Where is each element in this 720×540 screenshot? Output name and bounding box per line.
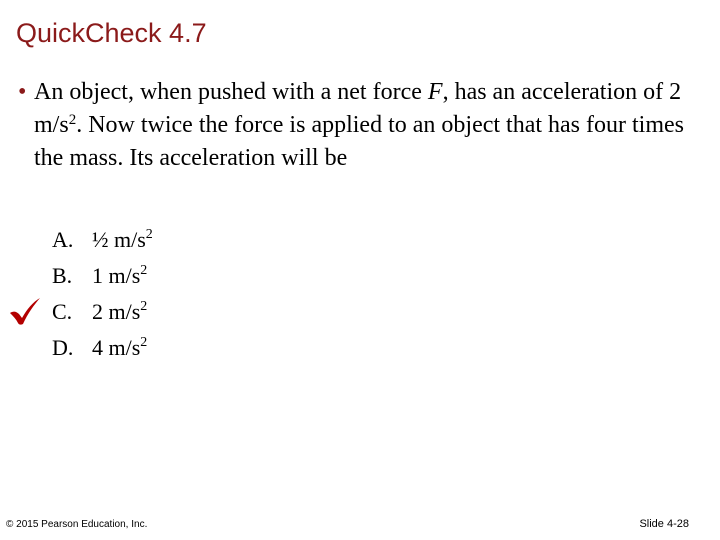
answer-letter: D. <box>52 335 74 360</box>
question-exponent: 2 <box>68 112 77 128</box>
answer-letter: B. <box>52 263 73 288</box>
bullet: • <box>18 79 27 105</box>
answer-value: 2 m/s <box>92 299 141 324</box>
question-part-3: . Now twice the force is applied to an object that has four times the mass. Its acceleration will be <box>34 112 685 171</box>
answer-exponent: 2 <box>145 227 153 242</box>
force-symbol: F <box>427 79 443 105</box>
answer-value: 1 m/s <box>92 263 141 288</box>
answer-d[interactable] <box>52 330 153 366</box>
answer-letter: C. <box>52 299 73 324</box>
answer-exponent: 2 <box>140 335 148 350</box>
answer-value: 4 m/s <box>92 335 141 360</box>
slide-number: Slide 4-28 <box>639 518 689 530</box>
question-text <box>34 76 708 175</box>
checkmark-icon <box>8 296 42 326</box>
answer-value: ½ m/s <box>92 227 146 252</box>
slide-title: QuickCheck 4.7 <box>16 18 207 48</box>
question <box>18 76 708 175</box>
question-part-2: , has an acceleration of 2 m/s <box>34 79 682 138</box>
copyright-footer: © 2015 Pearson Education, Inc. <box>6 519 148 530</box>
answer-letter: A. <box>52 227 74 252</box>
answer-exponent: 2 <box>140 299 148 314</box>
answer-exponent: 2 <box>140 263 148 278</box>
answer-c[interactable] <box>52 294 153 330</box>
answer-list <box>52 222 153 366</box>
answer-b[interactable] <box>52 258 153 294</box>
answer-a[interactable] <box>52 222 153 258</box>
question-part-1: An object, when pushed with a net force <box>34 79 428 105</box>
